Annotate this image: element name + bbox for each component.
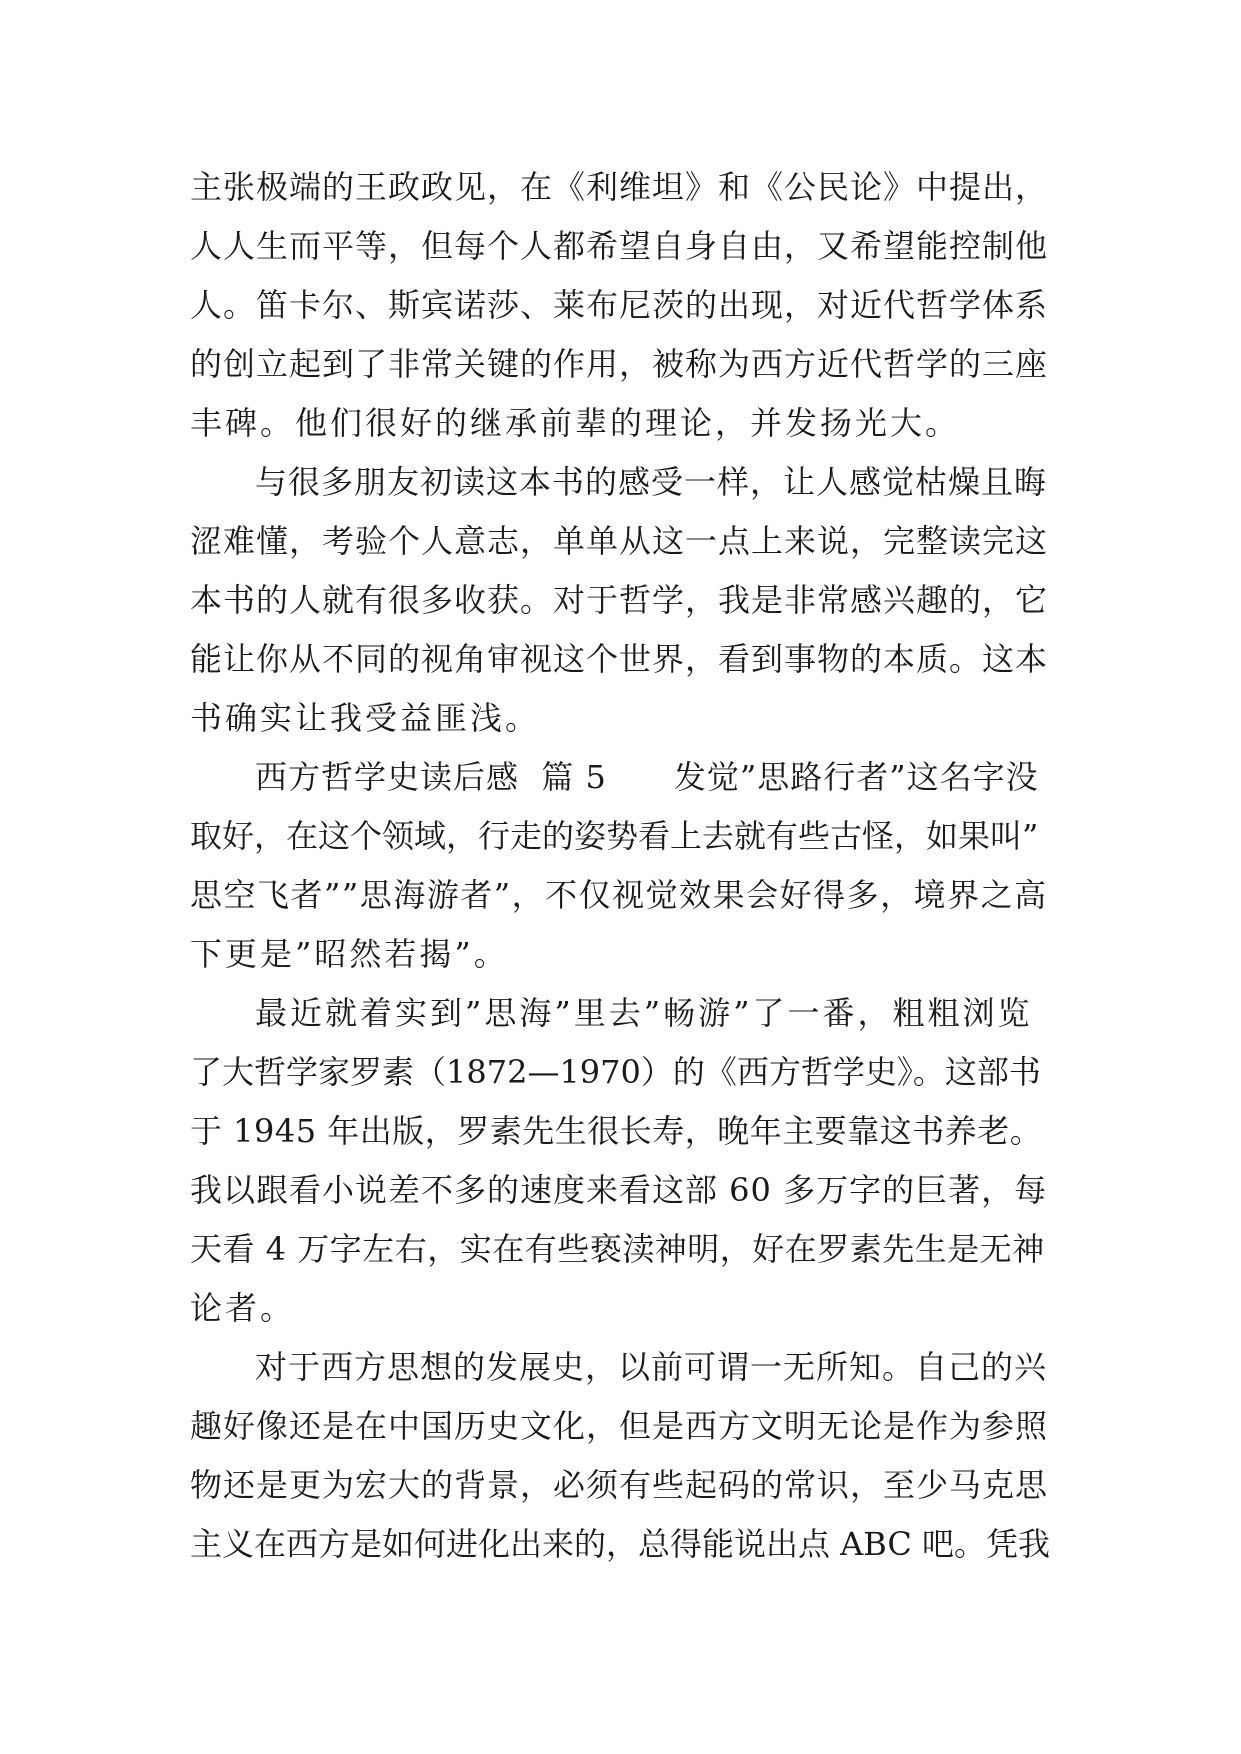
text-line: 能让你从不同的视角审视这个世界，看到事物的本质。这本 bbox=[190, 640, 1049, 678]
text-line: 了大哲学家罗素（1872—1970）的《西方哲学史》。这部书 bbox=[190, 1053, 1041, 1091]
text-line: 西方哲学史读后感 篇 5 发觉”思路行者”这名字没 bbox=[255, 758, 1039, 796]
text-line: 物还是更为宏大的背景，必须有些起码的常识，至少马克思 bbox=[190, 1466, 1049, 1504]
text-line: 最近就着实到”思海”里去”畅游”了一番，粗粗浏览 bbox=[255, 994, 1033, 1032]
text-line: 丰碑。他们很好的继承前辈的理论，并发扬光大。 bbox=[190, 404, 961, 442]
text-line: 于 1945 年出版，罗素先生很长寿，晚年主要靠这书养老。 bbox=[190, 1112, 1043, 1150]
text-line: 对于西方思想的发展史，以前可谓一无所知。自己的兴 bbox=[255, 1348, 1048, 1386]
text-line: 涩难懂，考验个人意志，单单从这一点上来说，完整读完这 bbox=[190, 522, 1049, 560]
text-line: 论者。 bbox=[190, 1289, 296, 1327]
text-line: 书确实让我受益匪浅。 bbox=[190, 699, 541, 737]
text-line: 本书的人就有很多收获。对于哲学，我是非常感兴趣的，它 bbox=[190, 581, 1049, 619]
text-line: 主义在西方是如何进化出来的，总得能说出点 ABC 吧。凭我 bbox=[190, 1525, 1051, 1563]
text-line: 主张极端的王政政见，在《利维坦》和《公民论》中提出， bbox=[190, 168, 1049, 206]
text-line: 趣好像还是在中国历史文化，但是西方文明无论是作为参照 bbox=[190, 1407, 1049, 1445]
text-line: 天看 4 万字左右，实在有些亵渎神明，好在罗素先生是无神 bbox=[190, 1230, 1045, 1268]
text-line: 与很多朋友初读这本书的感受一样，让人感觉枯燥且晦 bbox=[255, 463, 1048, 501]
body-text bbox=[190, 158, 1050, 1574]
text-line: 人。笛卡尔、斯宾诺莎、莱布尼茨的出现，对近代哲学体系 bbox=[190, 286, 1049, 324]
text-line: 人人生而平等，但每个人都希望自身自由，又希望能控制他 bbox=[190, 227, 1049, 265]
text-line: 的创立起到了非常关键的作用，被称为西方近代哲学的三座 bbox=[190, 345, 1049, 383]
text-line: 思空飞者””思海游者”，不仅视觉效果会好得多，境界之高 bbox=[190, 876, 1048, 914]
text-line: 下更是”昭然若揭”。 bbox=[190, 935, 509, 973]
text-line: 我以跟看小说差不多的速度来看这部 60 多万字的巨著，每 bbox=[190, 1171, 1048, 1209]
text-line: 取好，在这个领域，行走的姿势看上去就有些古怪，如果叫” bbox=[190, 817, 1039, 855]
